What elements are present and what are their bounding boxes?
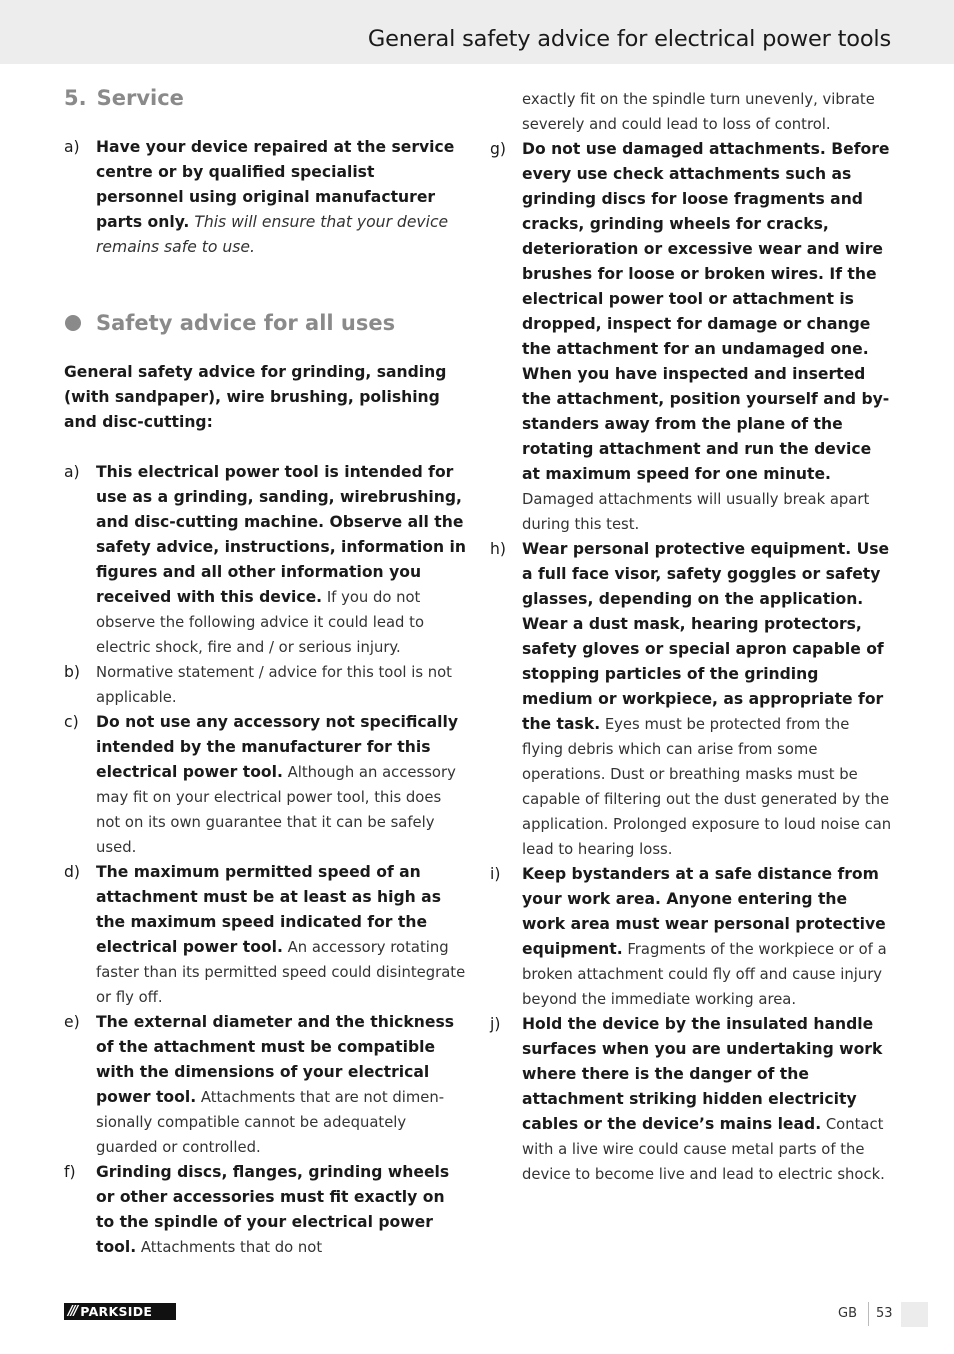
item-text: Attachments that are not dimensionally compatible cannot be adequately guarded or controlled. (96, 1089, 445, 1156)
item-bold-text: The external diameter and the thickness of the attachment must be compatible with the dimensions of your electrical power tool. (96, 1013, 455, 1106)
item-text: Although an accessory may fit on your electrical power tool, this does not on its own guarantee that it can be safely used. (96, 764, 456, 856)
item-text: Fragments of the workpiece or of a broken attachment could fly off and cause injury beyond the immediate working area. (522, 941, 887, 1008)
list-item (490, 1012, 892, 1187)
footer-divider (868, 1302, 869, 1326)
language-code: GB (838, 1306, 857, 1321)
item-body (522, 862, 892, 1012)
item-body (96, 135, 466, 260)
item-body (96, 660, 466, 710)
item-label: f) (64, 1163, 76, 1181)
item-bold-text: Have your device repaired at the service centre or by qualified specialist personnel using original manufacturer parts only. (96, 138, 455, 231)
item-body (96, 1160, 466, 1260)
item-label: g) (490, 140, 506, 158)
service-heading-title: Service (96, 86, 184, 110)
item-label: d) (64, 863, 80, 881)
list-item (490, 862, 892, 1012)
item-label: b) (64, 663, 80, 681)
item-label: a) (64, 138, 80, 156)
item-body (522, 537, 892, 862)
right-column (490, 87, 892, 1187)
item-label: h) (490, 540, 506, 558)
item-text: Normative statement / advice for this tool is not applicable. (96, 664, 452, 706)
parkside-logo (64, 1303, 176, 1320)
item-bold-text: Wear personal protective equipment. Use a full face visor, safety goggles or safety glasses, depending on the application. Wear a dust mask, hearing protectors, safety gloves or special apron capable of stopping particles of the grinding medium or workpiece, as appropriate for the task. (522, 540, 890, 733)
item-bold-text: The maximum permitted speed of an attachment must be at least as high as the maximum speed indicated for the electrical power tool. (96, 863, 441, 956)
item-body (522, 1012, 892, 1187)
item-bold-text: This electrical power tool is intended for use as a grinding, sanding, wirebrushing, and disc-cutting machine. Observe all the safety advice, instructions, information in figures and all other information you received with this device. (96, 463, 466, 606)
left-column (64, 84, 466, 1260)
item-body (96, 1010, 466, 1160)
intro-text: General safety advice for grinding, sanding (with sandpaper), wire brushing, polishing and disc-cutting: (64, 363, 447, 431)
item-text: If you do not observe the following advice it could lead to electric shock, fire and / or serious injury. (96, 589, 425, 656)
list-item (490, 537, 892, 862)
item-italic-text: This will ensure that your device remains safe to use. (96, 213, 449, 256)
item-text: An accessory rotating faster than its permitted speed could disintegrate or fly off. (96, 939, 466, 1006)
item-body (96, 860, 466, 1010)
page-number: 53 (876, 1306, 893, 1321)
service-heading (64, 84, 466, 112)
continuation-text: exactly fit on the spindle turn unevenly, vibrate severely and could lead to loss of control. (522, 91, 875, 133)
item-body (96, 460, 466, 660)
item-label: e) (64, 1013, 80, 1031)
item-bold-text: Grinding discs, flanges, grinding wheels or other accessories must fit exactly on to the spindle of your electrical power tool. (96, 1163, 450, 1256)
list-item (64, 460, 466, 660)
logo-text: PARKSIDE (80, 1304, 153, 1319)
item-label: a) (64, 463, 80, 481)
service-heading-number: 5. (64, 86, 87, 110)
item-bold-text: Hold the device by the insulated handle surfaces when you are undertaking work where there is the danger of the attachment striking hidden electricity cables or the device’s mains lead. (522, 1015, 883, 1133)
list-item (64, 1160, 466, 1260)
item-text: Damaged attachments will usually break apart during this test. (522, 491, 870, 533)
item-bold-text: Do not use any accessory not specifically intended by the manufacturer for this electrical power tool. (96, 713, 459, 781)
list-item (64, 710, 466, 860)
item-body (96, 710, 466, 860)
bullet-icon (65, 315, 81, 331)
safety-heading (64, 309, 466, 337)
page-title: General safety advice for electrical power tools (367, 26, 891, 52)
header-bar (0, 0, 954, 64)
item-label: i) (490, 865, 501, 883)
list-item (64, 860, 466, 1010)
footer (0, 1298, 954, 1338)
item-text: Eyes must be protected from the flying debris which can arise from some operations. Dust or breathing masks must be capable of filtering out the dust generated by the application. Prolonged exposure to loud noise can lead to hearing loss. (522, 716, 892, 858)
list-item (490, 137, 892, 537)
item-text: Contact with a live wire could cause metal parts of the device to become live and lead to electric shock. (522, 1116, 885, 1183)
logo-slashes: /// (68, 1304, 77, 1319)
page-tab (901, 1302, 928, 1327)
item-label: c) (64, 713, 79, 731)
item-label: j) (490, 1015, 501, 1033)
item-bold-text: Keep bystanders at a safe distance from your work area. Anyone entering the work area must wear personal protective equipment. (522, 865, 886, 958)
list-item (64, 1010, 466, 1160)
item-bold-text: Do not use damaged attachments. Before every use check attachments such as grinding discs for loose fragments and cracks, grinding wheels for cracks, deterioration or excessive wear and wire brushes for loose or broken wires. If the electrical power tool or attachment is dropped, inspect for damage or change the attachment for an undamaged one. When you have inspected and inserted the attachment, position yourself and bystanders away from the plane of the rotating attachment and run the device at maximum speed for one minute. (522, 140, 890, 483)
item-text: Attachments that do not (136, 1239, 323, 1256)
safety-heading-title: Safety advice for all uses (96, 311, 396, 335)
list-item (64, 135, 466, 260)
list-item (64, 660, 466, 710)
item-body (522, 137, 892, 537)
